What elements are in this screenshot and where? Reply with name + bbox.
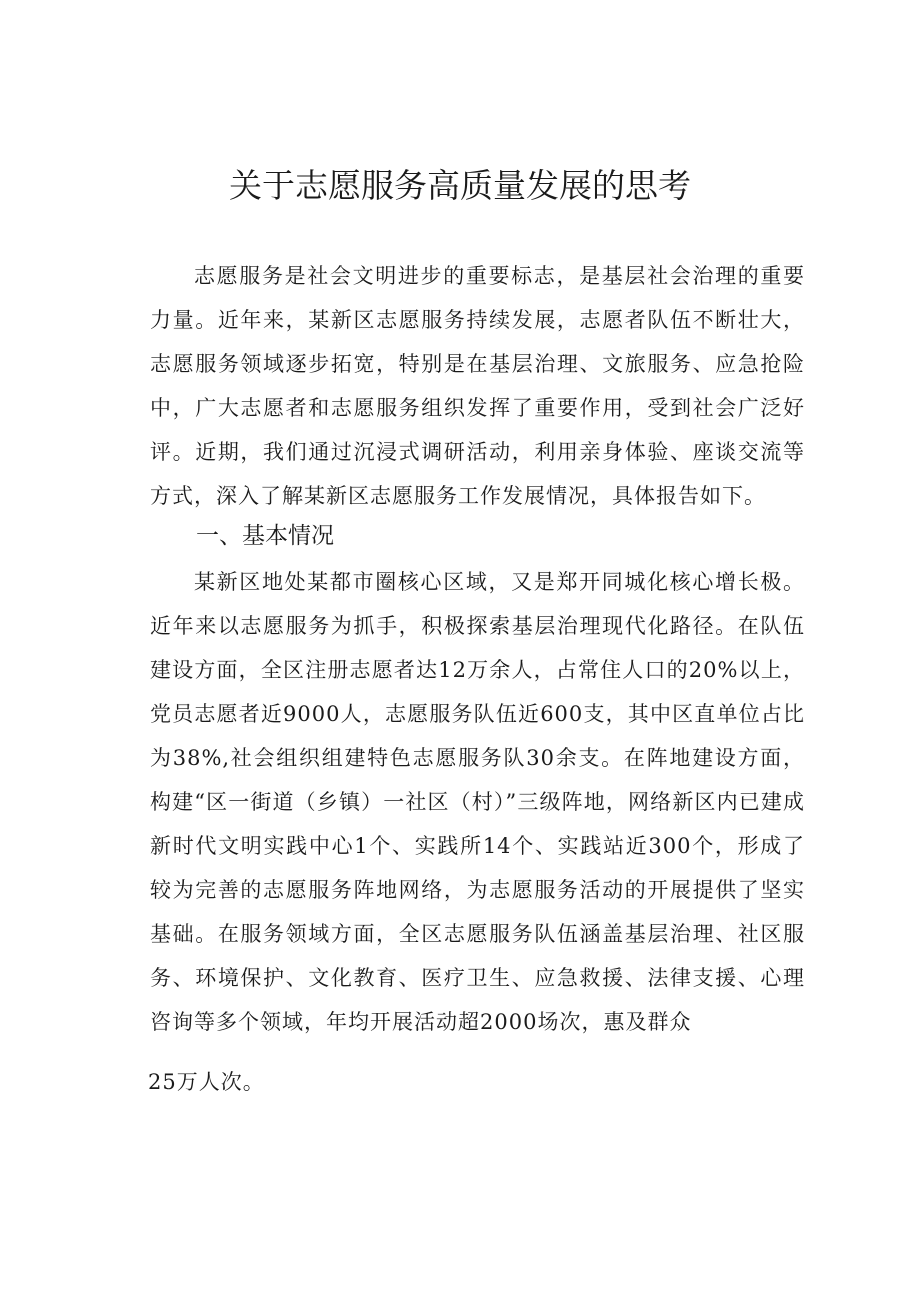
section-heading-basic-situation: 一、基本情况	[196, 523, 334, 549]
basic-situation-paragraph-tail: 25万人次。	[148, 1070, 265, 1094]
basic-situation-paragraph: 某新区地处某都市圈核心区域，又是郑开同城化核心增长极。近年来以志愿服务为抓手，积极探索基层治理现代化路径。在队伍建设方面，全区注册志愿者达12万余人，占常住人口的20%以上，党员志愿者近9000人，志愿服务队伍近600支，其中区直单位占比为38%,社会组织组建特色志愿服务队30余支。在阵地建设方面，构建“区一街道（乡镇）一社区（村）”三级阵地，网络新区内已建成新时代文明实践中心1个、实践所14个、实践站近300个，形成了较为完善的志愿服务阵地网络，为志愿服务活动的开展提供了坚实基础。在服务领域方面，全区志愿服务队伍涵盖基层治理、社区服务、环境保护、文化教育、医疗卫生、应急救援、法律支援、心理咨询等多个领域，年均开展活动超2000场次，惠及群众	[150, 570, 805, 1034]
intro-paragraph: 志愿服务是社会文明进步的重要标志，是基层社会治理的重要力量。近年来，某新区志愿服务持续发展，志愿者队伍不断壮大，志愿服务领域逐步拓宽，特别是在基层治理、文旅服务、应急抢险中，广大志愿者和志愿服务组织发挥了重要作用，受到社会广泛好评。近期，我们通过沉浸式调研活动，利用亲身体验、座谈交流等方式，深入了解某新区志愿服务工作发展情况，具体报告如下。	[150, 264, 805, 508]
document-title: 关于志愿服务高质量发展的思考	[229, 166, 691, 205]
